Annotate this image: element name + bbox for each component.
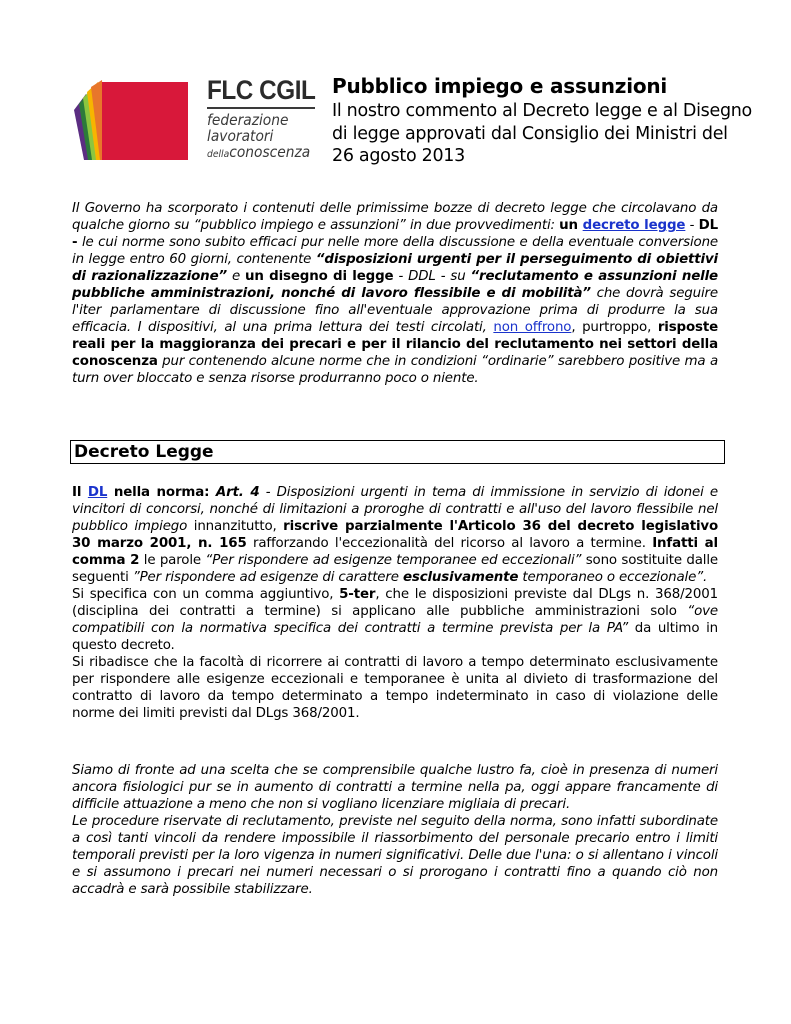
dl-p2-a5: da ultimo in questo decreto. [72, 621, 718, 653]
commentary [72, 762, 718, 898]
logo-line-1: federazione [207, 111, 289, 129]
dl-p1-a5: innanzitutto, [187, 519, 284, 534]
dl-p2-a4: “ove compatibili con la normativa specifica dei contratti a termine prevista per la PA” [72, 604, 718, 636]
flc-cgil-logo-text [207, 75, 322, 163]
commentary-paragraph-2: Le procedure riservate di reclutamento, previste nel seguito della norma, sono infatti subordinate a così tanti vincoli da rendere impossibile il riassorbimento del personale precario entro i limiti temporali previsti per la loro vigenza in numeri significativi. Delle due l'una: o si allentano i vincoli e si assumono i precari nei numeri necessari o si prorogano i contratti fino a quando ciò non accadrà e sarà possibile stabilizzare. [72, 814, 718, 897]
commentary-paragraph-1: Siamo di fronte ad una scelta che se comprensibile qualche lustro fa, cioè in presenza di numeri ancora fisiologici pur se in aumento di contratti a termine nella pa, oggi appare francamente di difficile attuazione a meno che non si vogliano licenziare migliaia di precari. [72, 763, 718, 812]
dl-p1-a10: “Per rispondere ad esigenze temporanee ed eccezionali” [205, 553, 582, 568]
intro-paragraph [72, 200, 718, 387]
logo-line-3-main: conoscenza [229, 143, 311, 161]
dl-link[interactable]: DL [87, 485, 108, 500]
intro-t1: Il Governo ha scorporato i contenuti delle primissime bozze di decreto legge che circolavano da qualche giorno su “pubblico impiego e assunzioni” in due provvedimenti: [72, 201, 718, 233]
intro-t3: - [685, 218, 699, 233]
logo-fan-icon [70, 80, 188, 162]
dl-p1-a6: riscrive parzialmente l'Articolo 36 del decreto legislativo 30 marzo 2001, n. 165 [72, 519, 719, 551]
document-title [332, 73, 752, 168]
non-offrono-link[interactable]: non offrono [493, 320, 572, 335]
dl-p1-a7: rafforzando l'eccezionalità del ricorso al lavoro a termine. [246, 536, 653, 551]
dl-p1-a9: le parole [139, 553, 206, 568]
logo-name: FLC CGIL [207, 75, 316, 105]
dl-paragraph-1 [72, 484, 718, 586]
intro-t9: - DDL - su [393, 269, 471, 284]
section-heading-box [70, 440, 725, 464]
logo-line-3 [207, 144, 313, 163]
intro-t4: DL - [72, 218, 718, 250]
decreto-legge-link[interactable]: decreto legge [582, 218, 686, 233]
intro-t10: “reclutamento e assunzioni nelle pubbliche amministrazioni, nonché di lavoro flessibile e di mobilità” [72, 269, 718, 301]
dl-section-body [72, 484, 718, 722]
dl-p1-a13: esclusivamente [402, 570, 519, 585]
dl-p1-a11: sono sostituite dalle seguenti [72, 553, 719, 585]
logo-line-2: lavoratori [207, 127, 274, 145]
dl-p1-a4: - Disposizioni urgenti in tema di immissione in servizio di idonei e vincitori di concorsi, nonché di limitazioni a proroghe di contratti e all'uso del lavoro flessibile nel pubblico impiego [72, 485, 718, 534]
dl-p1-a8: Infatti al comma 2 [72, 536, 719, 568]
flc-cgil-logo-graphic [70, 80, 188, 162]
dl-p2-a3: , che le disposizioni previste dal DLgs n. 368/2001 (disciplina dei contratti a termine) si applicano alle pubbliche amministrazioni solo [72, 587, 718, 619]
dl-paragraph-2 [72, 586, 718, 654]
dl-p1-a3: Art. 4 [215, 485, 260, 500]
intro-t6: “disposizioni urgenti per il perseguimento di obiettivi di razionalizzazione” [72, 252, 718, 284]
intro-t8: un disegno di legge [245, 269, 394, 284]
dl-p2-a2: 5-ter [339, 587, 376, 602]
intro-t12: , purtroppo, [571, 320, 658, 335]
dl-paragraph-3: Si ribadisce che la facoltà di ricorrere ai contratti di lavoro a tempo determinato esclusivamente per rispondere alle esigenze eccezionali e temporanee è unita al divieto di trasformazione del contratto di lavoro da tempo determinato a tempo indeterminato in caso di violazione delle norme dei limiti previsti dal DLgs 368/2001. [72, 655, 718, 721]
logo-rule [207, 107, 315, 109]
dl-p1-a14: temporaneo o eccezionale”. [518, 570, 708, 585]
dl-p1-a1: Il [72, 485, 88, 500]
dl-p1-a12: ”Per rispondere ad esigenze di carattere [132, 570, 403, 585]
page-title: Pubblico impiego e assunzioni [332, 74, 668, 98]
intro-t7: e [226, 269, 246, 284]
section-heading: Decreto Legge [74, 442, 214, 462]
page-subtitle: Il nostro commento al Decreto legge e al Disegno di legge approvati dal Consiglio dei Ministri del 26 agosto 2013 [332, 101, 752, 166]
logo-line-3-small: della [207, 149, 230, 160]
intro-t13: risposte reali per la maggioranza dei precari e per il rilancio del reclutamento nei settori della conoscenza [72, 320, 719, 369]
intro-t5: le cui norme sono subito efficaci pur nelle more della discussione e della eventuale conversione in legge entro 60 giorni, contenente [72, 235, 718, 267]
dl-p1-a2: nella norma: [107, 485, 216, 500]
intro-t14: pur contenendo alcune norme che in condizioni “ordinarie” sarebbero positive ma a turn over bloccato e senza risorse produrranno poco o niente. [72, 354, 718, 386]
intro-t11: che dovrà seguire l'iter parlamentare di discussione fino all'eventuale approvazione prima di produrre la sua efficacia. I dispositivi, al una prima lettura dei testi circolati, [72, 286, 719, 335]
dl-p2-a1: Si specifica con un comma aggiuntivo, [72, 587, 340, 602]
intro-t2: un [559, 218, 583, 233]
intro-text [72, 200, 718, 387]
